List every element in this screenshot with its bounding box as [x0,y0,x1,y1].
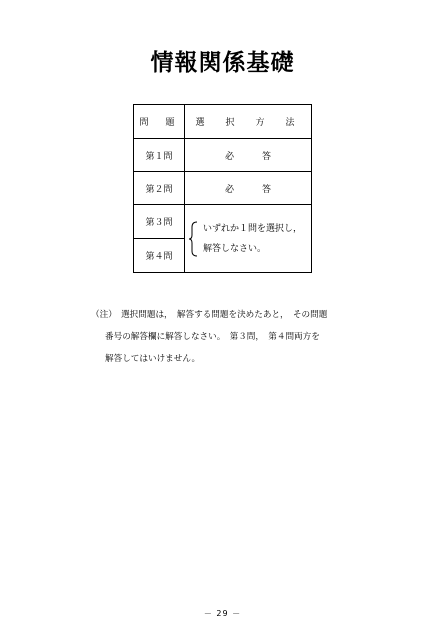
method-label-right: 答 [262,151,272,162]
question-cell-4 [134,239,185,273]
header-method [185,105,312,139]
question-cell-3 [134,205,185,239]
table-row [134,139,312,172]
method-label-right: 答 [262,184,272,195]
header-question-label: 問 題 [139,118,179,128]
note-line-1: （注） 選択問題は， 解答する問題を決めたあと， その問題 [91,310,328,320]
table-row [134,205,312,239]
curly-brace-icon [189,221,199,257]
note-line-3: 解答してはいけません。 [105,354,201,364]
note-line-2: 番号の解答欄に解答しなさい。 第３問， 第４問両方を [105,332,320,342]
choice-instruction [203,219,302,259]
note-block [91,304,381,370]
choice-method-cell [185,205,312,273]
question-cell-1 [134,139,185,172]
question-cell-2 [134,172,185,205]
header-method-label: 選 択 方 法 [195,118,301,128]
method-label-left: 必 [224,151,234,162]
choice-instruction-line-2: 解答しなさい。 [203,243,267,254]
question-label: 第１問 [145,151,173,162]
page-title: 情報関係基礎 [150,50,295,76]
method-cell-2 [185,172,312,205]
page-number: － 29 － [203,609,242,618]
question-label: 第３問 [145,218,173,228]
header-question [134,105,185,139]
question-label: 第４問 [145,252,173,262]
question-label: 第２問 [145,184,173,195]
selection-table [133,104,312,273]
method-label-left: 必 [224,184,234,195]
method-cell-1 [185,139,312,172]
table-row [134,172,312,205]
table-header-row [134,105,312,139]
choice-instruction-line-1: いずれか１問を選択し， [203,223,303,234]
